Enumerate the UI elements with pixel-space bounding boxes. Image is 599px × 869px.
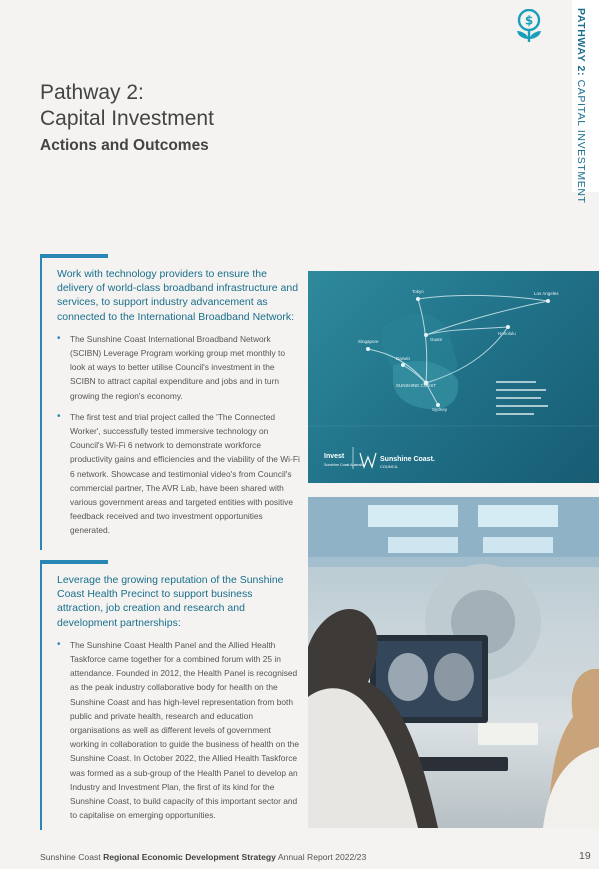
bullet-list [42, 332, 300, 538]
list-item: • The first test and trial project called the 'The Connected Worker', successfully tested immersive technology on Council's Wi-Fi 6 network to demonstrate workforce productivity gains and efficiencies and the viability of the Wi-Fi 6 network. Showcase and testimonial video's from Council's commercial partner, The AVR Lab, have been shared with various government areas and targeted entities with positive feedback received and two investment opportunities generated. [57, 410, 300, 538]
side-tab-rest: CAPITAL INVESTMENT [575, 76, 587, 204]
map-label: Los Angeles [534, 291, 559, 296]
footer-text: Sunshine Coast Regional Economic Development Strategy Annual Report 2022/23 [40, 852, 367, 862]
photo-graphic [308, 497, 599, 828]
broadband-network-map-image [308, 271, 599, 483]
health-lab-photo-image [308, 497, 599, 828]
list-item: • The Sunshine Coast Health Panel and the Allied Health Taskforce came together for a combined forum with 25 in attendance. Founded in 2012, the Health Panel is recognised as the peak industry collaborative body for health on the Sunshine Coast and has high-level representation from both public and private health, research and education organisations as well as different levels of government working in collaboration to guide the business of health on the Sunshine Coast. In October 2022, the Allied Health Taskforce was formed as a sub-group of the Health Panel to develop an Industry and Investment Plan, the first of its kind for the Sunshine Coast, to build capacity of this important sector and to capitalise on emerging opportunities. [57, 638, 300, 823]
section-broadband [40, 254, 300, 550]
section-heading: Work with technology providers to ensure the delivery of world-class broadband infrastructure and services, to support industry advancement as connected to the International Broadband Network: [57, 268, 299, 323]
section-health-precinct [40, 560, 300, 830]
map-label: SUNSHINE COAST [396, 383, 437, 388]
map-label: Darwin [396, 356, 411, 361]
map-label: Honolulu [498, 331, 516, 336]
council-logo-sub: COUNCIL [380, 464, 399, 469]
map-label: Singapore [358, 339, 379, 344]
map-graphic [308, 271, 599, 483]
bullet-list [42, 638, 300, 823]
money-plant-icon [513, 9, 545, 43]
svg-text:$: $ [524, 13, 534, 28]
map-label: Sydney [432, 407, 448, 412]
page-title: Pathway 2: Capital Investment [40, 81, 214, 130]
side-tab-bold: PATHWAY 2: [575, 8, 587, 77]
page-subtitle: Actions and Outcomes [40, 137, 209, 154]
invest-logo-sub: Sunshine Coast Australia [324, 463, 365, 467]
invest-logo: Invest [324, 453, 345, 460]
council-logo: Sunshine Coast. [380, 456, 435, 463]
map-label: Guam [430, 337, 443, 342]
list-item: • The Sunshine Coast International Broadband Network (SCIBN) Leverage Program working group met monthly to look at ways to better utilise Council's investment in the SCIBN to attract capital expenditure and jobs and in turn growing the region's economy. [57, 332, 300, 403]
page-number: 19 [579, 850, 591, 862]
section-side-tab [572, 0, 599, 204]
map-label: Tokyo [412, 289, 424, 294]
section-heading: Leverage the growing reputation of the Sunshine Coast Health Precinct to support business attraction, job creation and research and development partnerships: [57, 574, 284, 629]
